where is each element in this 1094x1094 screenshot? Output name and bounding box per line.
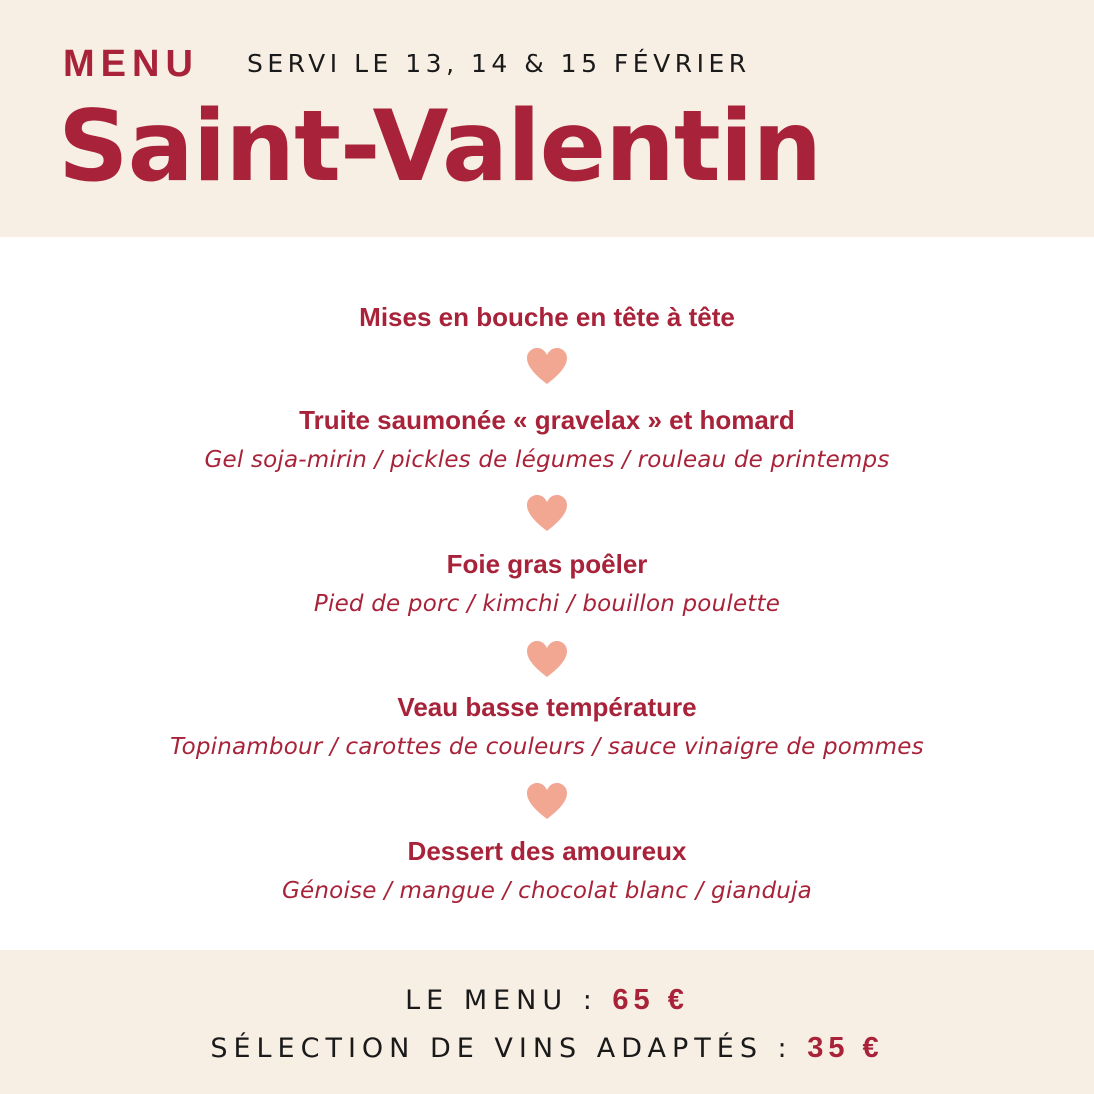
heart-icon — [527, 348, 567, 386]
wine-price-label: SÉLECTION DE VINS ADAPTÉS : — [210, 1033, 808, 1064]
course-description: Pied de porc / kimchi / bouillon poulette — [313, 591, 781, 617]
course-name: Veau basse température — [397, 692, 697, 722]
course-item — [0, 300, 1094, 334]
wine-price-line — [0, 1030, 1094, 1067]
menu-label: MENU — [63, 43, 199, 85]
heart-icon — [527, 783, 567, 821]
course-description: Génoise / mangue / chocolat blanc / gianduja — [282, 878, 812, 904]
pricing-band — [0, 950, 1094, 1094]
course-item — [0, 690, 1094, 764]
wine-price-value: 35 € — [807, 1032, 884, 1064]
course-name: Foie gras poêler — [446, 549, 648, 579]
course-item — [0, 834, 1094, 908]
heart-icon — [527, 641, 567, 679]
course-item — [0, 547, 1094, 621]
course-description: Gel soja-mirin / pickles de légumes / rouleau de printemps — [204, 447, 890, 473]
heart-icon — [527, 495, 567, 533]
menu-price-line — [0, 982, 1094, 1019]
course-item — [0, 403, 1094, 477]
served-dates: SERVI LE 13, 14 & 15 FÉVRIER — [247, 49, 751, 78]
course-name: Mises en bouche en tête à tête — [359, 302, 735, 332]
course-name: Dessert des amoureux — [407, 836, 687, 866]
course-description: Topinambour / carottes de couleurs / sauce vinaigre de pommes — [170, 734, 924, 760]
menu-price-value: 65 € — [612, 984, 689, 1016]
header-band — [0, 0, 1094, 237]
menu-price-label: LE MENU : — [405, 985, 613, 1016]
page-title: Saint-Valentin — [58, 90, 822, 204]
course-name: Truite saumonée « gravelax » et homard — [299, 405, 795, 435]
